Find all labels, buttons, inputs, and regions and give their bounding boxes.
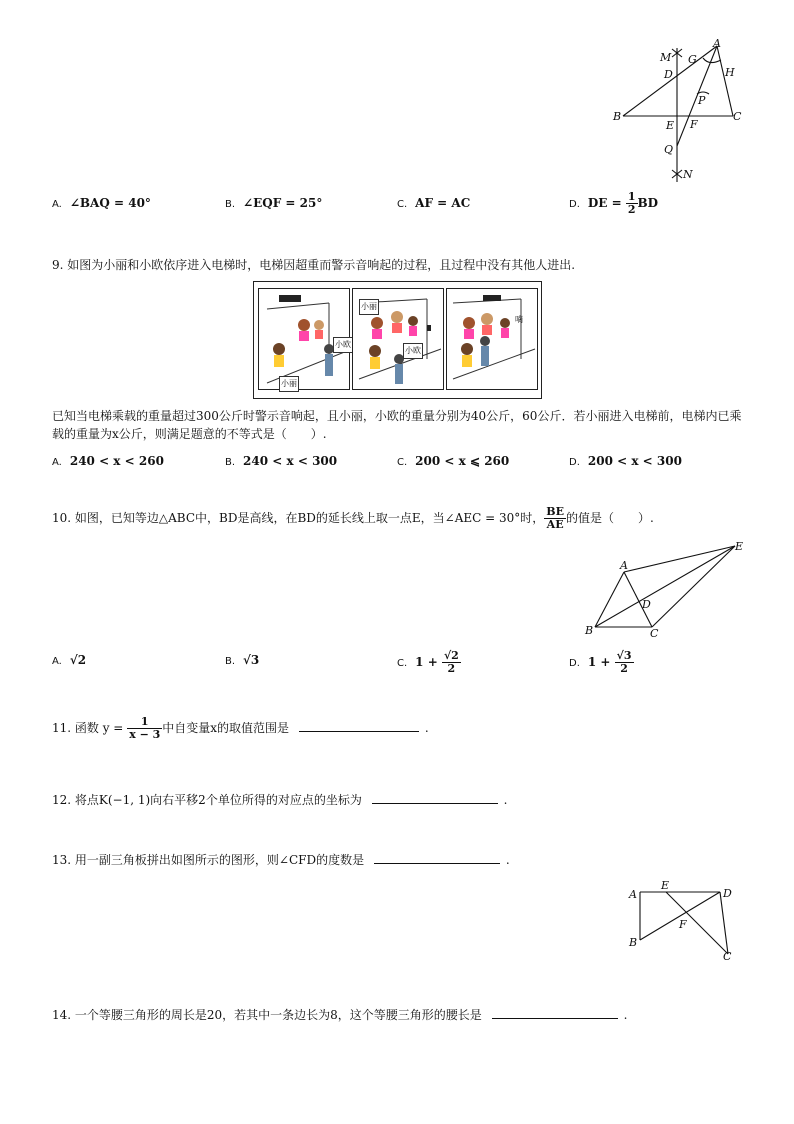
q10-option-c: C. 1 + $\frac{√2}{2}$	[397, 649, 459, 675]
q9-option-d: D. 200 < x < 300	[569, 454, 682, 468]
elevator-panel-2	[352, 288, 444, 390]
label-c: C	[733, 110, 742, 123]
label-h: H	[725, 66, 735, 79]
q8-option-c: C. AF = AC	[397, 196, 471, 210]
label-m: M	[660, 51, 672, 64]
label-e: E	[661, 879, 670, 892]
label-b: B	[629, 936, 638, 949]
q9-option-b: B. 240 < x < 300	[225, 454, 338, 468]
q9-option-a: A. 240 < x < 260	[52, 454, 164, 468]
q10-option-b: B. √3	[225, 653, 260, 667]
q9-option-c: C. 200 < x ⩽ 260	[397, 454, 510, 468]
label-g: G	[688, 53, 697, 66]
q8-option-a: A. ∠BAQ = 40°	[52, 196, 151, 210]
elevator-panel-1	[258, 288, 350, 390]
q9-elevator-figure	[253, 281, 542, 399]
label-b: B	[585, 624, 594, 637]
q14-stem: 14. 一个等腰三角形的周长是20，若其中一条边长为8，这个等腰三角形的腰长是 .	[52, 1008, 628, 1022]
segment-ac	[717, 46, 733, 116]
segment-bd	[640, 892, 720, 940]
segment-ec	[666, 892, 728, 954]
q9-body-line-1: 已知当电梯乘载的重量超过300公斤时警示音响起，且小丽，小欧的重量分别为40公斤，60公斤．若小丽进入电梯前，电梯内已乘	[52, 409, 742, 423]
label-q: Q	[664, 143, 674, 156]
label-d: D	[664, 68, 673, 81]
q13-figure	[626, 878, 746, 963]
segment-dc	[720, 892, 728, 954]
label-a: A	[620, 559, 628, 572]
q10-option-a: A. √2	[52, 653, 87, 667]
label-e: E	[735, 540, 744, 553]
label-b: B	[613, 110, 622, 123]
q9-stem: 9. 如图为小丽和小欧依序进入电梯时，电梯因超重而警示音响起的过程，且过程中没有其他人进出.	[52, 258, 576, 272]
q11-answer-blank[interactable]	[299, 719, 419, 732]
label-a: A	[713, 37, 721, 50]
q12-stem: 12. 将点K(−1, 1)向右平移2个单位所得的对应点的坐标为 .	[52, 793, 508, 807]
q12-answer-blank[interactable]	[372, 791, 498, 804]
label-a: A	[629, 888, 637, 901]
q14-answer-blank[interactable]	[492, 1006, 618, 1019]
label-xiaoou-1: 小欧	[333, 337, 353, 353]
q10-option-d: D. 1 + $\frac{√3}{2}$	[569, 649, 632, 675]
q8-figure	[605, 36, 755, 186]
label-xiaoli-1: 小丽	[279, 376, 299, 392]
label-f: F	[690, 118, 698, 131]
label-beep: 嘀	[515, 315, 523, 324]
label-n: N	[683, 168, 693, 181]
label-d: D	[723, 887, 732, 900]
label-p: P	[698, 94, 706, 107]
q11-stem: 11. 函数 y = $\frac{1}{x - 3}$ 中自变量x的取值范围是 .	[52, 715, 429, 741]
label-e: E	[666, 119, 675, 132]
segment-ae	[624, 546, 735, 572]
label-f: F	[679, 918, 687, 931]
q10-figure	[580, 536, 755, 646]
q9-body-line-2: 载的重量为x公斤，则满足题意的不等式是（ ）.	[52, 427, 327, 441]
q8-option-d: D. DE = $\frac{1}{2}$ BD	[569, 190, 659, 216]
label-c: C	[723, 950, 732, 963]
label-xiaoli-2: 小丽	[359, 299, 379, 315]
q10-stem: 10. 如图，已知等边△ABC中，BD是高线，在BD的延长线上取一点E，当∠AEC = 30°时， $\frac{BE}{AE}$ 的值是（ ）.	[52, 505, 654, 531]
label-d: D	[642, 598, 651, 611]
elevator-panel-3	[446, 288, 538, 390]
q13-answer-blank[interactable]	[374, 851, 500, 864]
label-c: C	[650, 627, 659, 640]
q13-stem: 13. 用一副三角板拼出如图所示的图形，则∠CFD的度数是 .	[52, 853, 510, 867]
q8-option-b: B. ∠EQF = 25°	[225, 196, 323, 210]
label-xiaoou-2: 小欧	[403, 343, 423, 359]
